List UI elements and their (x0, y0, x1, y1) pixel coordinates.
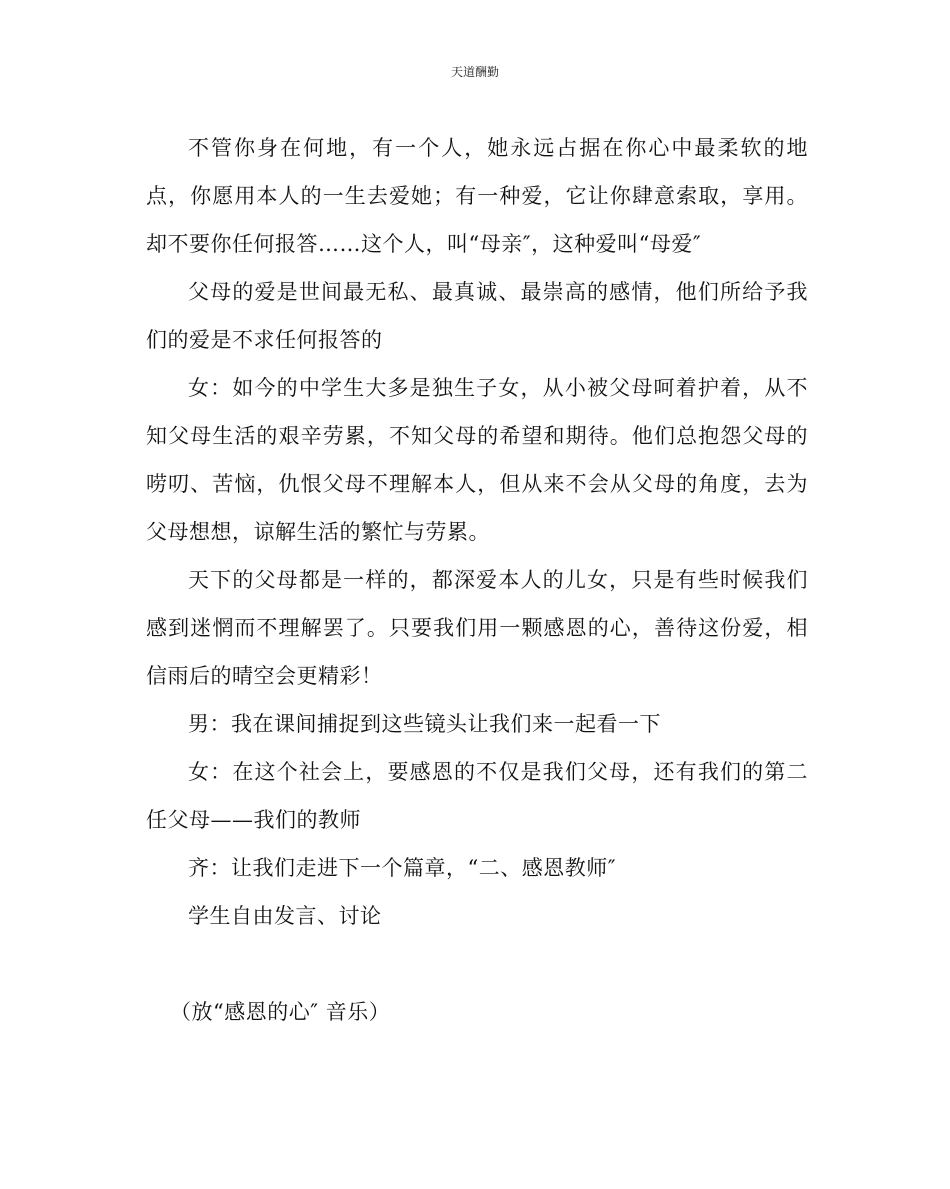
paragraph-parents-same: 天下的父母都是一样的，都深爱本人的儿女，只是有些时候我们感到迷惘而不理解罢了。只要我们用一颗感恩的心，善待这份爱，相信雨后的晴空会更精彩！ (146, 568, 808, 688)
paragraph-teachers: 女：在这个社会上，要感恩的不仅是我们父母，还有我们的第二任父母——我们的教师 (146, 760, 808, 832)
paragraph-together: 齐：让我们走进下一个篇章，“二、感恩教师″ (188, 856, 617, 880)
blank-line (146, 940, 808, 988)
paragraph-music-note: （放“感恩的心″ 音乐） (170, 1000, 391, 1024)
paragraph-female-speaker: 女：如今的中学生大多是独生子女，从小被父母呵着护着，从不知父母生活的艰辛劳累，不知父母的希望和期待。他们总抱怨父母的唠叨、苦恼，仇恨父母不理解本人，但从来不会从父母的角度，去为父母想想，谅解生活的繁忙与劳累。 (146, 376, 808, 544)
page-header: 天道酬勤 (450, 65, 499, 79)
paragraph-male-speaker: 男：我在课间捕捉到这些镜头让我们来一起看一下 (188, 712, 661, 736)
paragraph-discussion: 学生自由发言、讨论 (188, 904, 382, 928)
paragraph-mother-love: 不管你身在何地，有一个人，她永远占据在你心中最柔软的地点，你愿用本人的一生去爱她；有一种爱，它让你肆意索取，享用。却不要你任何报答……这个人，叫“母亲″，这种爱叫“母爱″ (146, 136, 808, 256)
document-body (146, 124, 808, 1036)
paragraph-parents-love: 父母的爱是世间最无私、最真诚、最崇高的感情，他们所给予我们的爱是不求任何报答的 (146, 280, 808, 352)
